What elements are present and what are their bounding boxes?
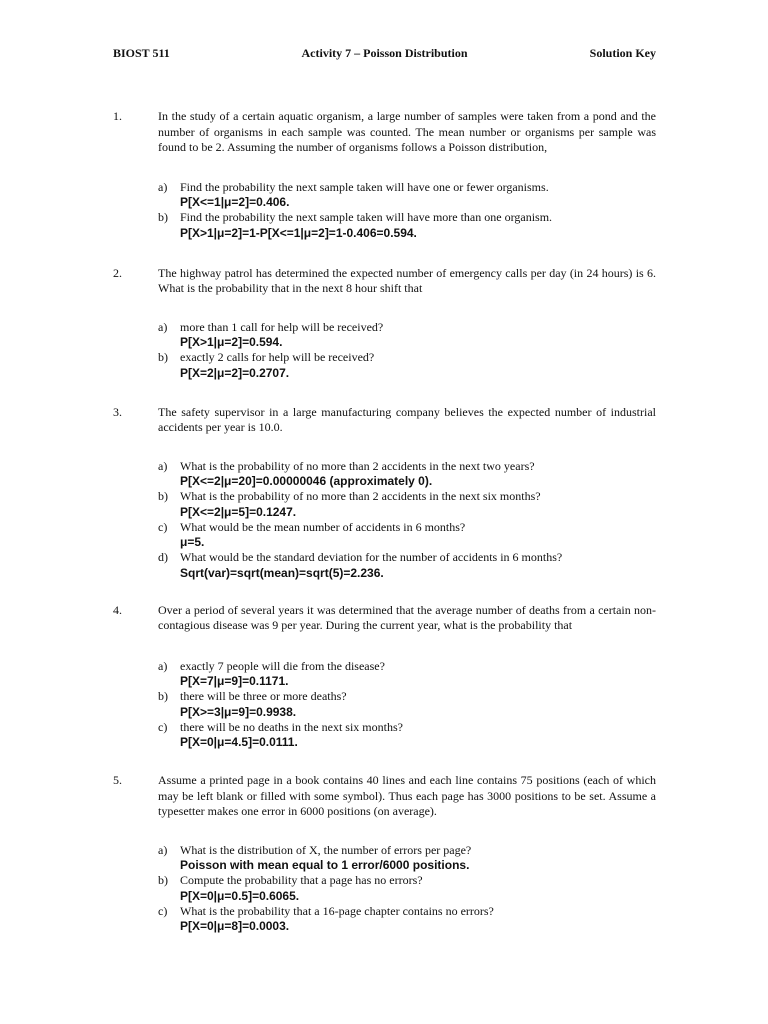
part-answer: P[X<=2|μ=5]=0.1247. <box>180 504 297 519</box>
problem-body <box>158 405 656 581</box>
part-label: c) <box>158 719 168 734</box>
part-question: What is the probability of no more than 2 accidents in the next two years? <box>180 458 535 473</box>
problem <box>0 405 768 581</box>
part-answer: P[X=0|μ=8]=0.0003. <box>180 919 290 933</box>
part-label: d) <box>158 550 168 564</box>
problem-part <box>158 350 656 381</box>
problem-text: Over a period of several years it was determined that the average number of deaths from a certain non-contagious disease was 9 per year. During the current year, what is the probability that <box>158 602 656 632</box>
problem-body <box>158 773 656 934</box>
problem-body <box>158 603 656 751</box>
problem-part <box>158 489 656 520</box>
problem <box>0 603 768 751</box>
problem-body <box>158 109 656 241</box>
part-label: c) <box>158 519 168 534</box>
problem-part <box>158 320 656 351</box>
problem-number: 3. <box>113 404 122 419</box>
part-answer: Poisson with mean equal to 1 error/6000 positions. <box>180 858 470 872</box>
problem-text: Assume a printed page in a book contains 40 lines and each line contains 75 positions (each of which may be left blank or filled with some symbol). Thus each page has 3000 positions to be set. Assume a typesetter makes one error in 6000 positions (on average). <box>158 773 656 818</box>
problem-parts <box>158 843 656 935</box>
part-answer: P[X=0|μ=0.5]=0.6065. <box>180 888 300 903</box>
problem-part <box>158 520 656 551</box>
problem-number: 1. <box>113 109 122 123</box>
solution-key-label: Solution Key <box>589 46 656 60</box>
part-answer: P[X=7|μ=9]=0.1171. <box>180 674 289 688</box>
part-label: b) <box>158 689 168 703</box>
part-answer: P[X>1|μ=2]=0.594. <box>180 335 283 349</box>
problem <box>0 773 768 934</box>
part-answer: P[X<=2|μ=20]=0.00000046 (approximately 0). <box>180 474 433 488</box>
part-label: b) <box>158 873 168 887</box>
part-question: What would be the mean number of accidents in 6 months? <box>180 519 466 534</box>
part-question: Find the probability the next sample taken will have more than one organism. <box>180 210 553 224</box>
part-question: exactly 2 calls for help will be received? <box>180 350 375 364</box>
problem-parts <box>158 459 656 581</box>
part-label: c) <box>158 903 168 918</box>
part-label: a) <box>158 458 168 473</box>
part-answer: P[X<=1|μ=2]=0.406. <box>180 195 290 209</box>
problem-part <box>158 904 656 935</box>
part-label: a) <box>158 319 168 334</box>
part-question: Find the probability the next sample taken will have one or fewer organisms. <box>180 179 549 194</box>
problem-part <box>158 689 656 720</box>
problem-number: 4. <box>113 602 122 617</box>
problem-parts <box>158 320 656 381</box>
part-label: b) <box>158 210 168 224</box>
part-question: What is the distribution of X, the number of errors per page? <box>180 842 472 857</box>
part-question: exactly 7 people will die from the disease? <box>180 658 385 673</box>
problem-parts <box>158 180 656 241</box>
problem-number: 5. <box>113 773 122 787</box>
problem-part <box>158 210 656 241</box>
part-label: b) <box>158 350 168 364</box>
part-question: What is the probability that a 16-page chapter contains no errors? <box>180 903 494 918</box>
problem-number: 2. <box>113 265 122 280</box>
part-label: a) <box>158 658 168 673</box>
part-answer: P[X>=3|μ=9]=0.9938. <box>180 704 297 719</box>
part-question: there will be three or more deaths? <box>180 689 347 703</box>
part-label: a) <box>158 179 168 194</box>
problem-text: The safety supervisor in a large manufacturing company believes the expected number of industrial accidents per year is 10.0. <box>158 404 656 434</box>
problem-part <box>158 720 656 751</box>
part-question: What would be the standard deviation for the number of accidents in 6 months? <box>180 550 563 564</box>
part-answer: μ=5. <box>180 535 205 549</box>
course-code: BIOST 511 <box>113 46 170 60</box>
part-answer: P[X=2|μ=2]=0.2707. <box>180 365 290 380</box>
problem-part <box>158 843 656 874</box>
part-answer: P[X=0|μ=4.5]=0.0111. <box>180 735 298 749</box>
problem-text: In the study of a certain aquatic organism, a large number of samples were taken from a pond and the number of organisms in each sample was counted. The mean number or organisms per sample was found to be 2. Assuming the number of organisms follows a Poisson distribution, <box>158 109 656 154</box>
page-header <box>113 46 656 64</box>
activity-title: Activity 7 – Poisson Distribution <box>301 46 468 60</box>
part-answer: Sqrt(var)=sqrt(mean)=sqrt(5)=2.236. <box>180 565 384 580</box>
problem-part <box>158 180 656 211</box>
problem-parts <box>158 659 656 751</box>
problem <box>0 266 768 381</box>
part-question: What is the probability of no more than 2 accidents in the next six months? <box>180 489 541 503</box>
part-question: there will be no deaths in the next six months? <box>180 719 403 734</box>
part-label: b) <box>158 489 168 503</box>
part-question: Compute the probability that a page has no errors? <box>180 873 423 887</box>
problem-list <box>0 109 768 934</box>
problem-text: The highway patrol has determined the expected number of emergency calls per day (in 24 hours) is 6. What is the probability that in the next 8 hour shift that <box>158 265 656 295</box>
part-question: more than 1 call for help will be received? <box>180 319 384 334</box>
problem <box>0 109 768 241</box>
problem-part <box>158 873 656 904</box>
problem-part <box>158 459 656 490</box>
problem-body <box>158 266 656 381</box>
part-answer: P[X>1|μ=2]=1-P[X<=1|μ=2]=1-0.406=0.594. <box>180 225 417 240</box>
problem-part <box>158 550 656 581</box>
problem-part <box>158 659 656 690</box>
part-label: a) <box>158 842 168 857</box>
